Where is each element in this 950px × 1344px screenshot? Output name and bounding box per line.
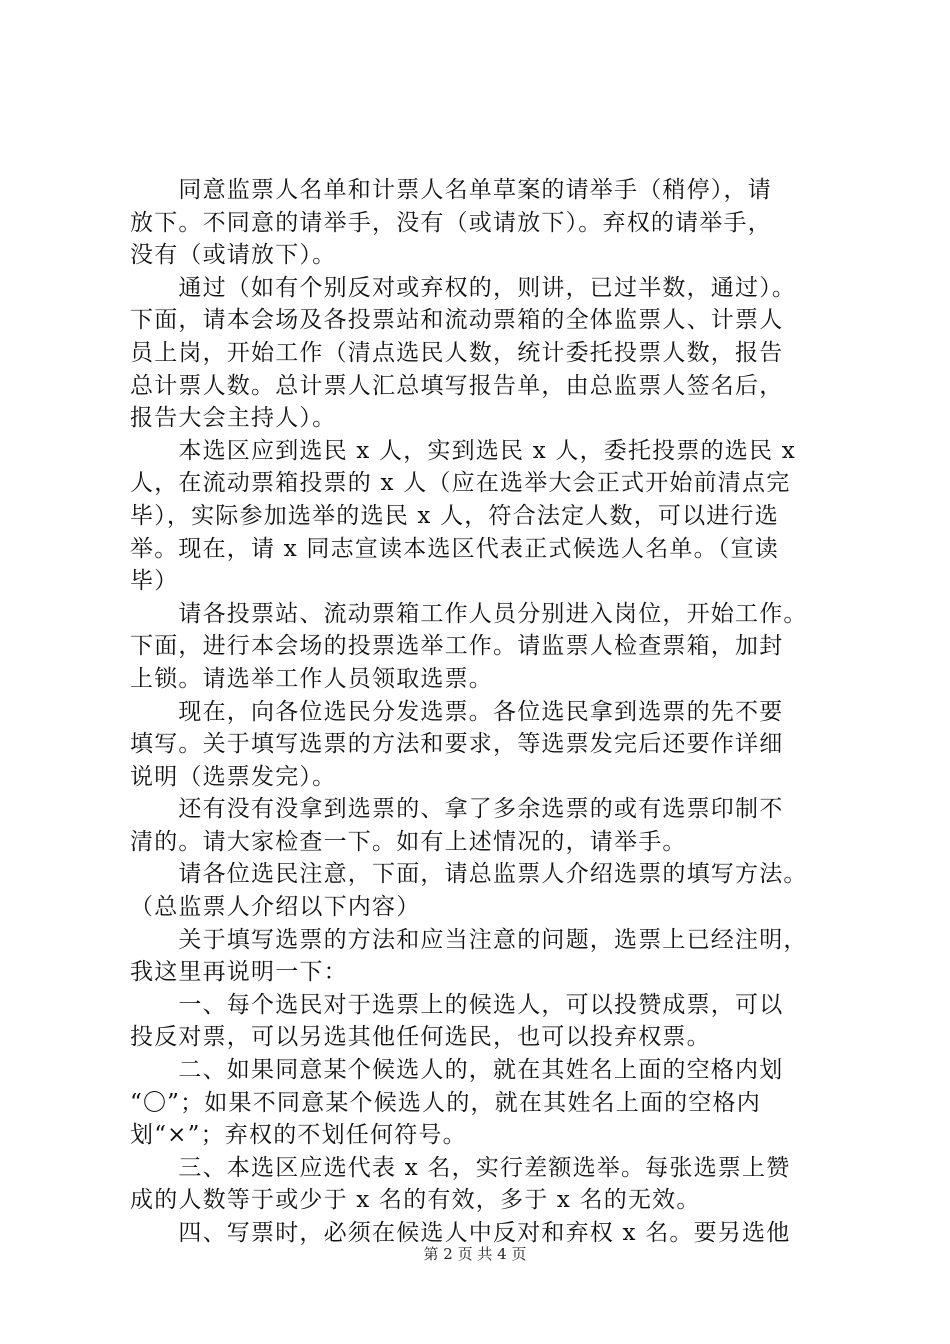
text-line: 清的。请大家检查一下。如有上述情况的，请举手。 bbox=[130, 828, 687, 855]
text-line: “〇”；如果不同意某个候选人的，就在其姓名上面的空格内 bbox=[130, 1089, 761, 1116]
text-line: 填写。关于填写选票的方法和要求，等选票发完后还要作详细 bbox=[130, 731, 784, 758]
text-line: 还有没有没拿到选票的、拿了多余选票的或有选票印制不 bbox=[130, 796, 784, 823]
text-line: 人，在流动票箱投票的 x 人（应在选举大会正式开始前清点完 bbox=[130, 470, 791, 497]
text-line: 通过（如有个别反对或弃权的，则讲，已过半数，通过）。 bbox=[130, 274, 797, 301]
text-line: 一、每个选民对于选票上的候选人，可以投赞成票，可以 bbox=[130, 991, 784, 1018]
text-line: 二、如果同意某个候选人的，就在其姓名上面的空格内划 bbox=[130, 1057, 784, 1084]
text-line: （总监票人介绍以下内容） bbox=[130, 894, 421, 921]
page-number-footer: 第 2 页 共 4 页 bbox=[423, 1245, 527, 1263]
text-line: 本选区应到选民 x 人，实到选民 x 人，委托投票的选民 x bbox=[130, 437, 796, 464]
text-line: 三、本选区应选代表 x 名，实行差额选举。每张选票上赞 bbox=[130, 1154, 791, 1181]
text-line: 投反对票，可以另选其他任何选民，也可以投弃权票。 bbox=[130, 1024, 711, 1051]
text-line: 毕），实际参加选举的选民 x 人，符合法定人数，可以进行选 bbox=[130, 502, 779, 529]
text-line: 四、写票时，必须在候选人中反对和弃权 x 名。要另选他 bbox=[130, 1220, 791, 1246]
text-line: 关于填写选票的方法和应当注意的问题，选票上已经注明， bbox=[130, 926, 808, 953]
text-line: 下面，进行本会场的投票选举工作。请监票人检查票箱，加封 bbox=[130, 633, 784, 660]
text-line: 没有（或请放下）。 bbox=[130, 242, 337, 269]
document-body bbox=[130, 174, 835, 1250]
text-line: 说明（选票发完）。 bbox=[130, 763, 337, 790]
text-line: 放下。不同意的请举手，没有（或请放下）。弃权的请举手， bbox=[130, 209, 772, 236]
text-line: 上锁。请选举工作人员领取选票。 bbox=[130, 665, 493, 692]
text-line: 同意监票人名单和计票人名单草案的请举手（稍停），请 bbox=[130, 177, 772, 203]
text-line: 成的人数等于或少于 x 名的有效，多于 x 名的无效。 bbox=[130, 1187, 701, 1214]
text-line: 报告大会主持人）。 bbox=[130, 405, 337, 432]
text-line: 请各位选民注意，下面，请总监票人介绍选票的填写方法。 bbox=[130, 861, 808, 888]
text-line: 毕） bbox=[130, 568, 179, 595]
text-line: 现在，向各位选民分发选票。各位选民拿到选票的先不要 bbox=[130, 698, 784, 725]
text-line: 请各投票站、流动票箱工作人员分别进入岗位，开始工作。 bbox=[130, 600, 808, 627]
text-line: 举。现在，请 x 同志宣读本选区代表正式候选人名单。（宣读 bbox=[130, 535, 779, 562]
text-line: 我这里再说明一下： bbox=[130, 959, 348, 986]
text-line: 员上岗，开始工作（清点选民人数，统计委托投票人数，报告 bbox=[130, 339, 784, 366]
text-line: 总计票人数。总计票人汇总填写报告单，由总监票人签名后， bbox=[130, 372, 784, 399]
text-line: 下面，请本会场及各投票站和流动票箱的全体监票人、计票人 bbox=[130, 307, 784, 334]
text-line: 划“×”；弃权的不划任何符号。 bbox=[130, 1122, 467, 1149]
